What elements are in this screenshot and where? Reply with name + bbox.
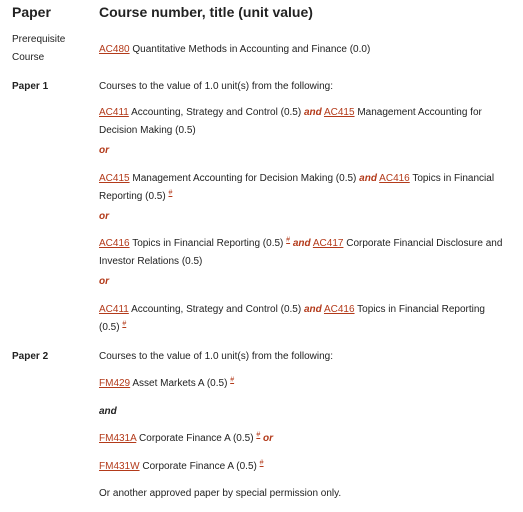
- or-connector: or: [99, 145, 109, 156]
- course-link-ac416[interactable]: AC416: [323, 304, 355, 315]
- paper1-option-4-line1: [99, 304, 485, 315]
- prerequisite-label-line2: Course: [12, 52, 45, 63]
- course-link-ac416[interactable]: AC416: [379, 173, 410, 184]
- paper1-label: Paper 1: [12, 81, 49, 92]
- column-header-paper: Paper: [12, 4, 51, 20]
- prerequisite-course: [99, 44, 370, 55]
- course-title: Topics in Financial Reporting: [357, 304, 485, 315]
- paper1-option-1-line1: [99, 107, 482, 118]
- or-connector: or: [99, 211, 109, 222]
- or-connector: or: [263, 433, 274, 444]
- course-title: Corporate Finance A (0.5): [142, 461, 257, 472]
- paper1-option-1-line2: Decision Making (0.5): [99, 125, 196, 136]
- or-connector: or: [99, 276, 109, 287]
- course-link-ac480[interactable]: AC480: [99, 44, 130, 55]
- and-connector: and: [303, 304, 322, 315]
- paper2-item-2: [99, 433, 273, 444]
- paper2-intro: Courses to the value of 1.0 unit(s) from the following:: [99, 351, 334, 362]
- footnote-marker[interactable]: #: [286, 236, 291, 244]
- course-title: Accounting, Strategy and Control (0.5): [131, 304, 302, 315]
- course-link-ac415[interactable]: AC415: [99, 173, 130, 184]
- column-header-course: Course number, title (unit value): [99, 4, 313, 20]
- paper1-option-4-line2: [99, 322, 126, 333]
- paper2-item-1: [99, 378, 234, 389]
- and-connector: and: [359, 173, 377, 184]
- and-connector: and: [292, 238, 311, 249]
- course-title: Asset Markets A (0.5): [132, 378, 228, 389]
- prerequisite-label-line1: Prerequisite: [12, 34, 66, 45]
- course-link-fm429[interactable]: FM429: [99, 378, 131, 389]
- course-title: Corporate Financial Disclosure and: [346, 238, 503, 249]
- course-link-fm431a[interactable]: FM431A: [99, 433, 137, 444]
- paper1-option-3-line1: [99, 238, 502, 249]
- course-link-ac411[interactable]: AC411: [99, 107, 129, 118]
- paper1-option-2-line2: [99, 191, 172, 202]
- paper1-option-3-line2: Investor Relations (0.5): [99, 256, 203, 267]
- footnote-marker[interactable]: #: [259, 459, 264, 467]
- course-title: (0.5): [99, 322, 120, 333]
- footnote-marker[interactable]: #: [256, 431, 261, 439]
- course-title: Quantitative Methods in Accounting and Finance (0.0): [132, 44, 371, 55]
- paper2-label: Paper 2: [12, 351, 49, 362]
- course-link-ac417[interactable]: AC417: [312, 238, 344, 249]
- course-title: Management Accounting for Decision Making (0.5): [132, 173, 357, 184]
- course-link-ac415[interactable]: AC415: [323, 107, 355, 118]
- course-link-ac416[interactable]: AC416: [99, 238, 130, 249]
- footnote-marker[interactable]: #: [230, 376, 235, 384]
- paper2-item-3: [99, 461, 264, 472]
- course-title: Topics in Financial Reporting (0.5): [132, 238, 284, 249]
- course-title: Reporting (0.5): [99, 191, 166, 202]
- paper1-intro: Courses to the value of 1.0 unit(s) from the following:: [99, 81, 334, 92]
- course-title: Accounting, Strategy and Control (0.5): [131, 107, 302, 118]
- paper2-footer-note: Or another approved paper by special permission only.: [99, 488, 342, 499]
- and-connector: and: [303, 107, 322, 118]
- course-title: Management Accounting for: [357, 107, 482, 118]
- course-title: Corporate Finance A (0.5): [139, 433, 254, 444]
- footnote-marker[interactable]: #: [122, 320, 127, 328]
- course-link-ac411[interactable]: AC411: [99, 304, 129, 315]
- course-link-fm431w[interactable]: FM431W: [99, 461, 140, 472]
- and-connector: and: [99, 406, 117, 417]
- course-title: Topics in Financial: [412, 173, 495, 184]
- paper1-option-2-line1: [99, 173, 494, 184]
- footnote-marker[interactable]: #: [168, 189, 173, 197]
